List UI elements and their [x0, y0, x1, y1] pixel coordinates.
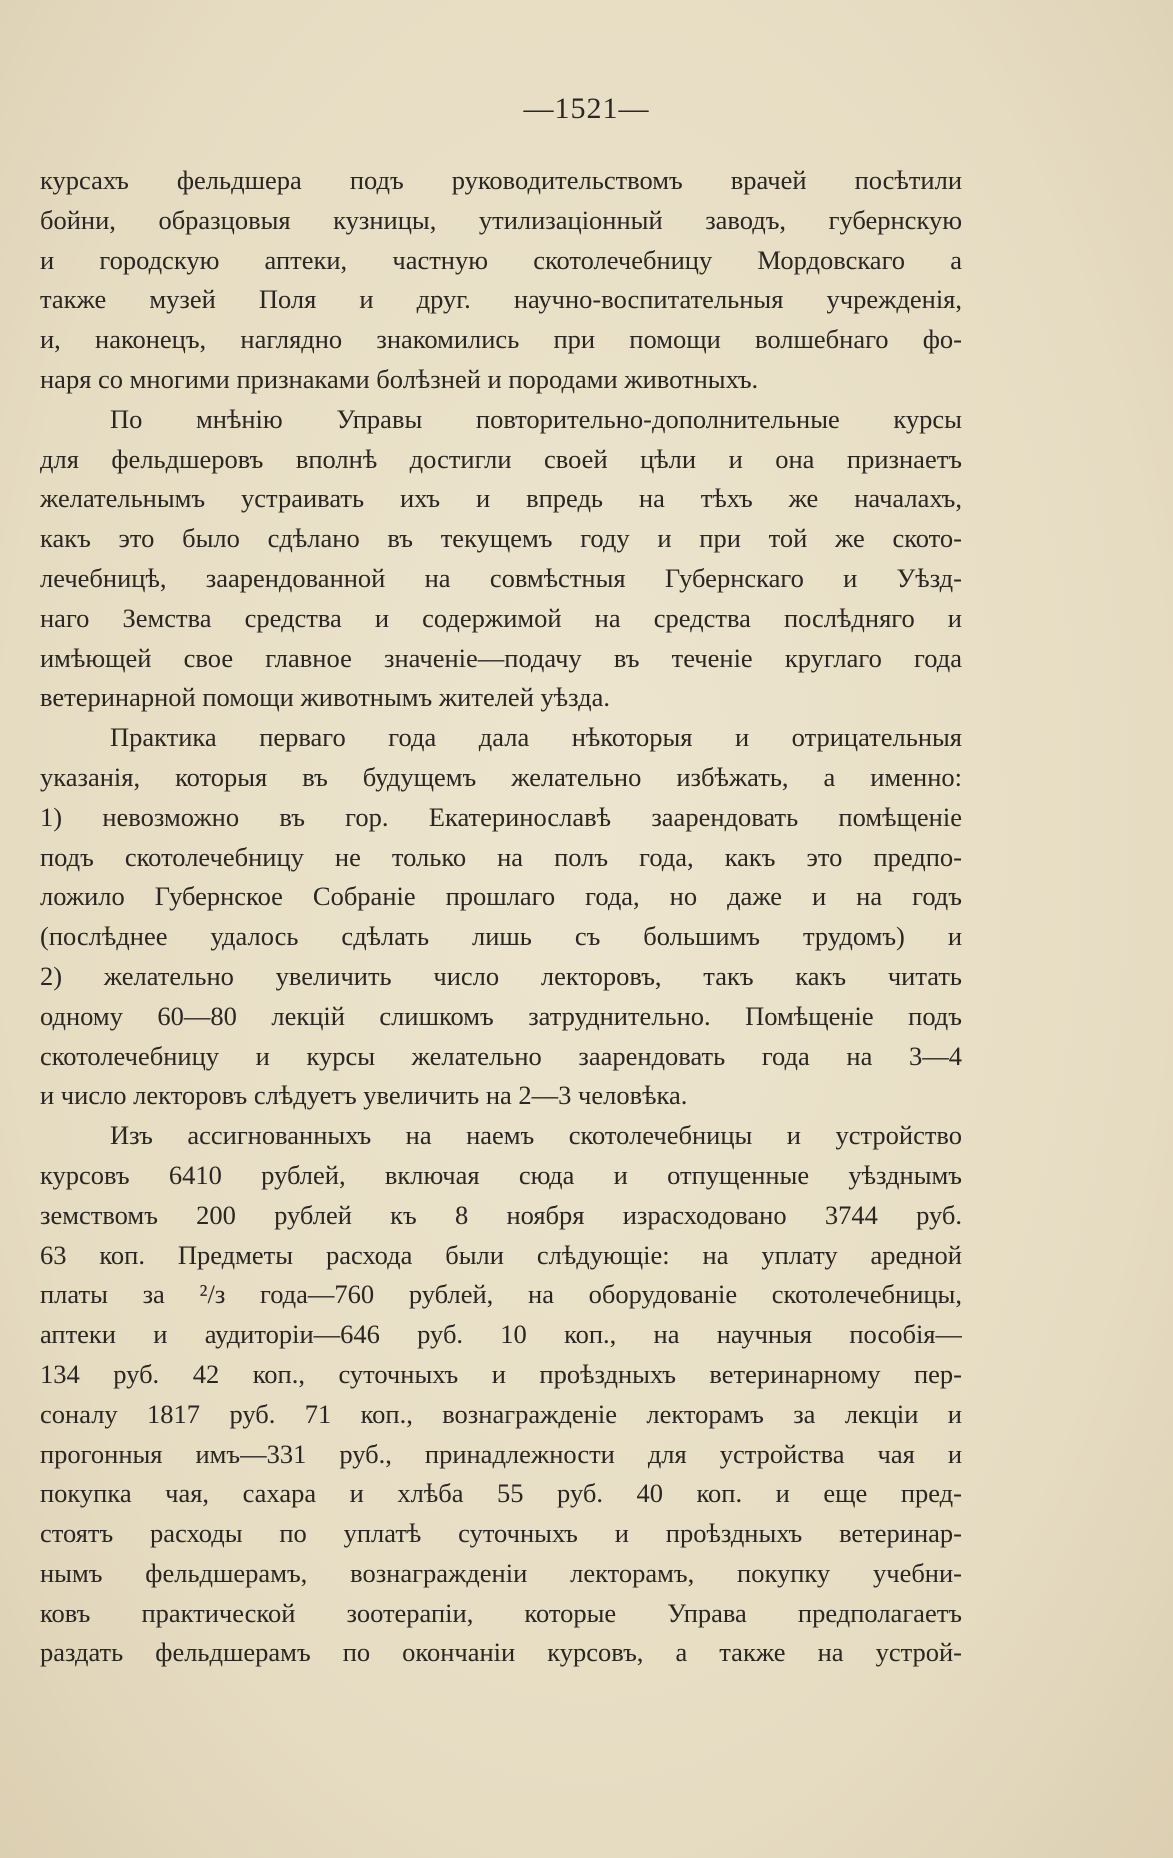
text-line: покупка чая, сахара и хлѣба 55 руб. 40 коп. и еще пред- — [40, 1478, 962, 1509]
text-line: нымъ фельдшерамъ, вознагражденіи лекторамъ, покупку учебни- — [40, 1557, 962, 1588]
text-line: скотолечебницу и курсы желательно заарендовать года на 3—4 — [40, 1040, 962, 1071]
text-line: и городскую аптеки, частную скотолечебницу Мордовскаго а — [40, 244, 962, 275]
text-line: ложило Губернское Собраніе прошлаго года, но даже и на годъ — [40, 881, 962, 912]
text-line: земствомъ 200 рублей къ 8 ноября израсходовано 3744 руб. — [40, 1199, 962, 1230]
text-line: Практика перваго года дала нѣкоторыя и отрицательныя — [110, 722, 962, 753]
text-line: подъ скотолечебницу не только на полъ года, какъ это предпо- — [40, 841, 962, 872]
text-line: Изъ ассигнованныхъ на наемъ скотолечебницы и устройство — [110, 1120, 962, 1151]
paragraph — [40, 718, 962, 1116]
text-line: 1) невозможно въ гор. Екатеринославѣ заарендовать помѣщеніе — [40, 801, 962, 832]
text-line: курсовъ 6410 рублей, включая сюда и отпущенные уѣзднымъ — [40, 1159, 962, 1190]
text-line: ветеринарной помощи животнымъ жителей уѣзда. — [40, 682, 610, 713]
text-line: По мнѣнію Управы повторительно-дополнительные курсы — [110, 403, 962, 434]
text-line: наря со многими признаками болѣзней и породами животныхъ. — [40, 363, 759, 394]
text-line: и, наконецъ, наглядно знакомились при помощи волшебнаго фо- — [40, 324, 962, 355]
text-line: соналу 1817 руб. 71 коп., вознагражденіе лекторамъ за лекціи и — [40, 1398, 962, 1429]
text-line: ковъ практической зоотерапіи, которые Управа предполагаетъ — [40, 1597, 962, 1628]
text-line: платы за ²/з года—760 рублей, на оборудованіе скотолечебницы, — [40, 1279, 962, 1310]
text-line: 134 руб. 42 коп., суточныхъ и проѣздныхъ ветеринарному пер- — [40, 1358, 962, 1389]
text-line: и число лекторовъ слѣдуетъ увеличить на 2—3 человѣка. — [40, 1080, 688, 1111]
text-line: аптеки и аудиторіи—646 руб. 10 коп., на научныя пособія— — [40, 1319, 962, 1350]
page-number: —1521— — [523, 92, 650, 125]
text-line: 2) желательно увеличить число лекторовъ, такъ какъ читать — [40, 960, 962, 991]
text-line: одному 60—80 лекцій слишкомъ затруднительно. Помѣщеніе подъ — [40, 1000, 962, 1031]
text-line: прогонныя имъ—331 руб., принадлежности для устройства чая и — [40, 1438, 962, 1469]
text-line: стоятъ расходы по уплатѣ суточныхъ и проѣздныхъ ветеринар- — [40, 1518, 962, 1549]
text-line: указанія, которыя въ будущемъ желательно избѣжать, а именно: — [40, 761, 962, 792]
text-line: для фельдшеровъ вполнѣ достигли своей цѣли и она признаетъ — [40, 443, 962, 474]
text-line: лечебницѣ, заарендованной на совмѣстныя Губернскаго и Уѣзд- — [40, 562, 962, 593]
text-line: желательнымъ устраивать ихъ и впредь на тѣхъ же началахъ, — [40, 483, 962, 514]
text-line: имѣющей свое главное значеніе—подачу въ теченіе круглаго года — [40, 642, 962, 673]
text-line: также музей Поля и друг. научно-воспитательныя учрежденія, — [40, 284, 962, 315]
text-line: курсахъ фельдшера подъ руководительствомъ врачей посѣтили — [40, 165, 962, 195]
text-line: наго Земства средства и содержимой на средства послѣдняго и — [40, 602, 962, 633]
text-line: бойни, образцовыя кузницы, утилизаціонный заводъ, губернскую — [40, 204, 962, 235]
body-text — [40, 161, 962, 1673]
text-line: раздать фельдшерамъ по окончаніи курсовъ, а также на устрой- — [40, 1637, 962, 1668]
paragraph — [40, 161, 962, 400]
text-line: (послѣднее удалось сдѣлать лишь съ большимъ трудомъ) и — [40, 921, 962, 952]
text-line: 63 коп. Предметы расхода были слѣдующіе: на уплату аредной — [40, 1239, 962, 1270]
paragraph — [40, 1116, 962, 1673]
text-line: какъ это было сдѣлано въ текущемъ году и при той же ското- — [40, 523, 962, 554]
paragraph — [40, 400, 962, 718]
